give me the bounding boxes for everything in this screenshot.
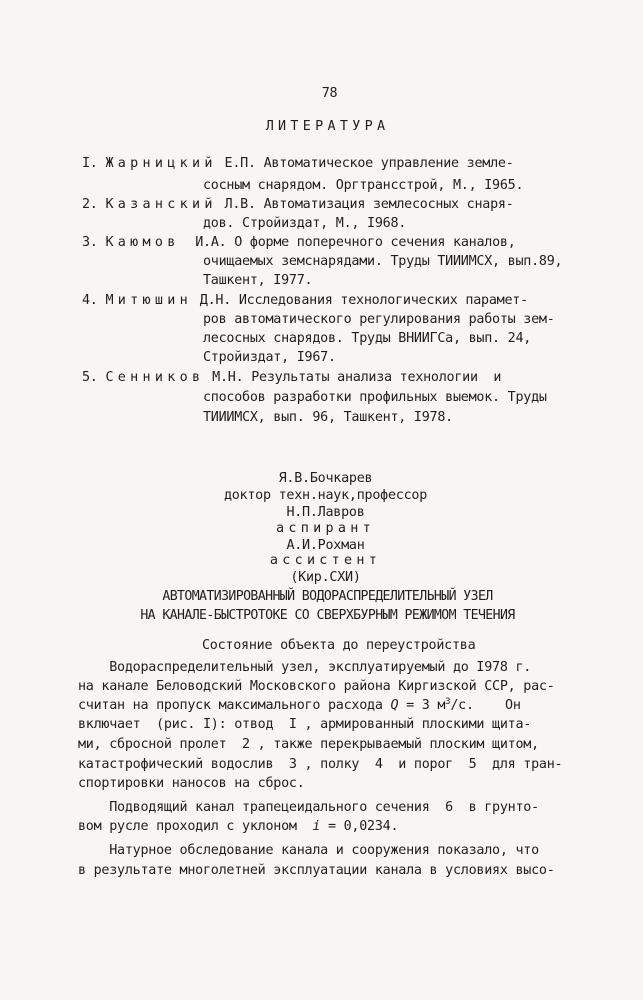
ref-text: Л.В. Автоматизация землесосных снаря- bbox=[216, 197, 514, 212]
paragraph-line: Натурное обследование канала и сооружения показало, что bbox=[78, 843, 539, 858]
section-subheading: Состояние объекта до переустройства bbox=[202, 638, 476, 653]
author-3-role: ассистент bbox=[269, 553, 382, 568]
ref-text: М.Н. Результаты анализа технологии и bbox=[204, 370, 502, 385]
author-1-name: Я.В.Бочкарев bbox=[278, 471, 373, 486]
paragraph-line: в результате многолетней эксплуатации канала в условиях высо- bbox=[78, 863, 555, 878]
paragraph-line: Подводящий канал трапецеидального сечения 6 в грунто- bbox=[78, 800, 539, 815]
superscript: 3 bbox=[445, 697, 451, 707]
ref-text: Е.П. Автоматическое управление земле- bbox=[216, 156, 514, 171]
reference-line: очищаемых земснарядами. Труды ТИИИМСХ, вып.89, bbox=[203, 254, 563, 269]
ref-number: I. bbox=[82, 156, 98, 171]
page-number: 78 bbox=[321, 86, 338, 101]
reference-5 bbox=[82, 369, 501, 387]
literature-heading: ЛИТЕРАТУРА bbox=[265, 119, 390, 134]
author-3-name: А.И.Рохман bbox=[286, 538, 365, 553]
ref-author: Сенников bbox=[105, 370, 205, 385]
reference-line: ТИИИМСХ, вып. 96, Ташкент, I978. bbox=[203, 410, 453, 425]
author-1-role: доктор техн.наук,профессор bbox=[223, 488, 428, 503]
paragraph-line: Водораспределительный узел, эксплуатируемый до I978 г. bbox=[78, 660, 532, 675]
author-2-name: Н.П.Лавров bbox=[286, 505, 365, 520]
reference-2 bbox=[82, 196, 514, 214]
ref-author: Каюмов bbox=[105, 235, 180, 250]
paragraph-line: ми, сбросной пролет 2 , также перекрываемый плоским щитом, bbox=[78, 737, 539, 752]
institution: (Кир.СХИ) bbox=[290, 570, 361, 585]
reference-3 bbox=[82, 234, 516, 252]
reference-1 bbox=[82, 155, 514, 173]
reference-line: Стройиздат, I967. bbox=[203, 350, 336, 365]
paragraph-line: на канале Беловодский Московского района Киргизской ССР, рас- bbox=[78, 679, 555, 694]
reference-line: сосным снарядом. Оргтрансстрой, М., I965. bbox=[203, 178, 524, 193]
paragraph-line bbox=[78, 697, 521, 716]
reference-line: лесосных снарядов. Труды ВНИИГСа, вып. 24, bbox=[203, 331, 532, 346]
text-segment: = 3 м bbox=[398, 698, 446, 713]
paragraph-line: катастрофический водослив 3 , полку 4 и порог 5 для тран- bbox=[78, 757, 563, 772]
text-segment: = 0,0234. bbox=[320, 819, 399, 834]
ref-text: Д.Н. Исследования технологических парамет- bbox=[191, 293, 528, 308]
text-segment: вом русле проходил с уклоном bbox=[78, 819, 313, 834]
text-segment: считан на пропуск максимального расхода bbox=[78, 698, 391, 713]
text-segment: /с. Он bbox=[450, 698, 521, 713]
reference-line: Ташкент, I977. bbox=[203, 273, 313, 288]
reference-4 bbox=[82, 292, 528, 310]
slope-symbol: i bbox=[312, 819, 321, 834]
ref-number: 4. bbox=[82, 293, 98, 308]
paragraph-line bbox=[78, 818, 398, 836]
paragraph-line: включает (рис. I): отвод I , армированный плоскими щита- bbox=[78, 717, 532, 732]
ref-number: 2. bbox=[82, 197, 98, 212]
article-title-line-2: НА КАНАЛЕ-БЫСТРОТОКЕ СО СВЕРХБУРНЫМ РЕЖИМОМ ТЕЧЕНИЯ bbox=[140, 608, 515, 623]
ref-text: И.А. О форме поперечного сечения каналов, bbox=[179, 235, 516, 250]
reference-line: ров автоматического регулирования работы зем- bbox=[203, 312, 555, 327]
ref-author: Казанский bbox=[105, 197, 217, 212]
reference-line: способов разработки профильных выемок. Труды bbox=[203, 390, 547, 405]
reference-line: дов. Стройиздат, М., I968. bbox=[203, 216, 407, 231]
ref-number: 3. bbox=[82, 235, 98, 250]
ref-number: 5. bbox=[82, 370, 98, 385]
paragraph-line: спортировки наносов на сброс. bbox=[78, 776, 305, 791]
ref-author: Жарницкий bbox=[105, 156, 217, 171]
author-2-role: аспирант bbox=[276, 521, 375, 536]
article-title-line-1: АВТОМАТИЗИРОВАННЫЙ ВОДОРАСПРЕДЕЛИТЕЛЬНЫЙ УЗЕЛ bbox=[162, 589, 493, 604]
discharge-symbol: Q bbox=[390, 698, 399, 713]
ref-author: Митюшин bbox=[105, 293, 192, 308]
